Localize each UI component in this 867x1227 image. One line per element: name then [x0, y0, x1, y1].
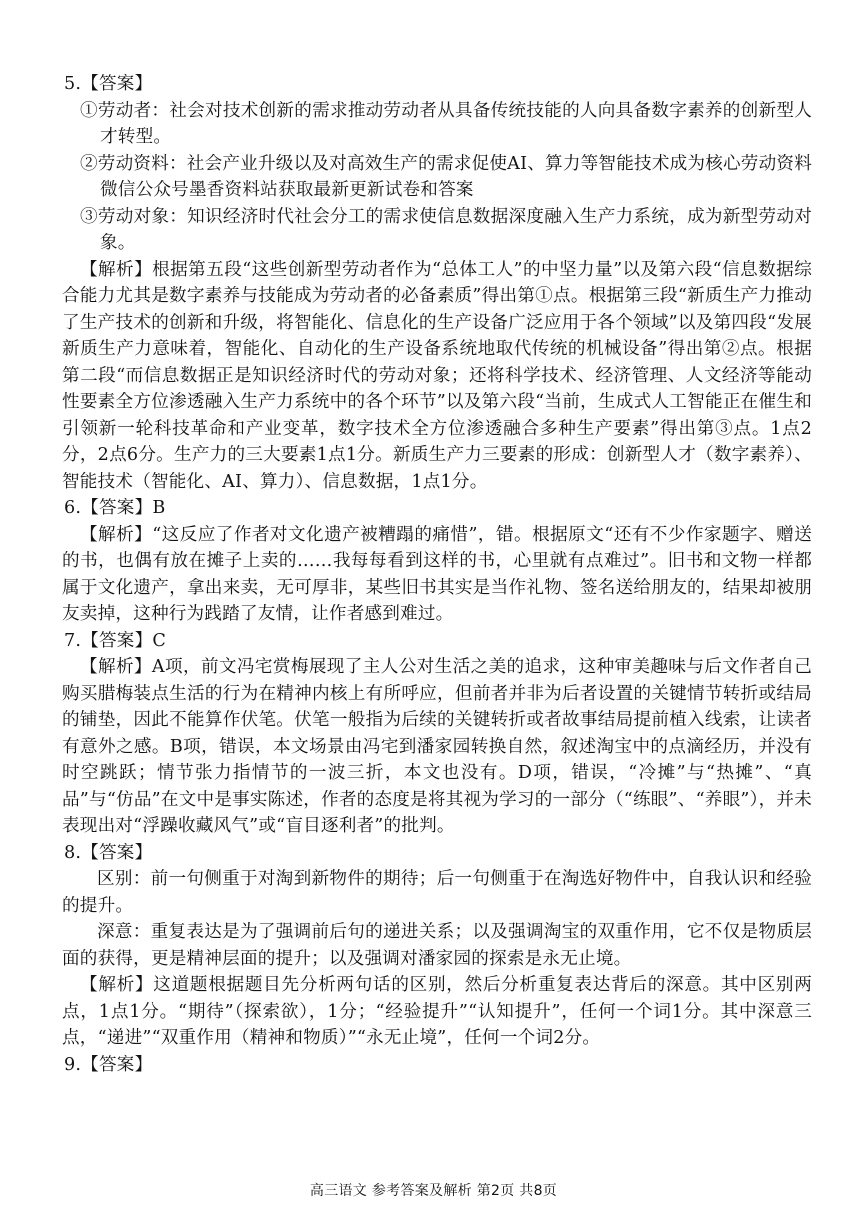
answer-content	[62, 71, 812, 1078]
q5-heading: 5.【答案】	[64, 74, 153, 94]
q5-item-1: ①劳动者：社会对技术创新的需求推动劳动者从具备传统技能的人向具备数字素养的创新型人才转型。	[80, 100, 812, 147]
q6-heading: 6.【答案】B	[64, 498, 166, 518]
q8-analysis: 【解析】这道题根据题目先分析两句话的区别，然后分析重复表达背后的深意。其中区别两点，1点1分。“期待”（探索欲），1分；“经验提升”“认知提升”，任何一个词1分。其中深意三点，“递进”“双重作用（精神和物质）”“永无止境”，任何一个词2分。	[62, 975, 812, 1048]
q9-heading: 9.【答案】	[64, 1054, 153, 1075]
q5-item-3: ③劳动对象：知识经济时代社会分工的需求使信息数据深度融入生产力系统，成为新型劳动对象。	[80, 206, 812, 253]
q8-heading: 8.【答案】	[64, 842, 153, 863]
q5-item-2: ②劳动资料：社会产业升级以及对高效生产的需求促使AI、算力等智能技术成为核心劳动资料微信公众号墨香资料站获取最新更新试卷和答案	[80, 153, 812, 200]
q8-meaning: 深意：重复表达是为了强调前后句的递进关系；以及强调淘宝的双重作用，它不仅是物质层面的获得，更是精神层面的提升；以及强调对潘家园的探索是永无止境。	[62, 922, 812, 969]
q6-analysis: 【解析】“这反应了作者对文化遗产被糟蹋的痛惜”，错。根据原文“还有不少作家题字、赠送的书，也偶有放在摊子上卖的……我每每看到这样的书，心里就有点难过”。旧书和文物一样都属于文化遗产，拿出来卖，无可厚非，某些旧书其实是当作礼物、签名送给朋友的，结果却被朋友卖掉，这种行为践踏了友情，让作者感到难过。	[62, 524, 812, 624]
q7-analysis: 【解析】A项，前文冯宅赏梅展现了主人公对生活之美的追求，这种审美趣味与后文作者自己购买腊梅装点生活的行为在精神内核上有所呼应，但前者并非为后者设置的关键情节转折或结局的铺垫，因此不能算作伏笔。伏笔一般指为后续的关键转折或者故事结局提前植入线索，让读者有意外之感。B项，错误，本文场景由冯宅到潘家园转换自然，叙述淘宝中的点滴经历，并没有时空跳跃；情节张力指情节的一波三折，本文也没有。D项，错误，“冷摊”与“热摊”、“真品”与“仿品”在文中是事实陈述，作者的态度是将其视为学习的一部分（“练眼”、“养眼”），并未表现出对“浮躁收藏风气”或“盲目逐利者”的批判。	[62, 657, 812, 836]
q5-analysis: 【解析】根据第五段“这些创新型劳动者作为“总体工人”的中坚力量”以及第六段“信息数据综合能力尤其是数字素养与技能成为劳动者的必备素质”得出第①点。根据第三段“新质生产力推动了生产技术的创新和升级，将智能化、信息化的生产设备广泛应用于各个领域”以及第四段“发展新质生产力意味着，智能化、自动化的生产设备系统地取代传统的机械设备”得出第②点。根据第二段“而信息数据正是知识经济时代的劳动对象；还将科学技术、经济管理、人文经济等能动性要素全方位渗透融入生产力系统中的各个环节”以及第六段“当前，生成式人工智能正在催生和引领新一轮科技革命和产业变革，数字技术全方位渗透融合多种生产要素”得出第③点。1点2分，2点6分。生产力的三大要素1点1分。新质生产力三要素的形成：创新型人才（数字素养）、智能技术（智能化、AI、算力）、信息数据，1点1分。	[62, 259, 812, 492]
page-footer: 高三语文 参考答案及解析 第2页 共8页	[309, 1183, 558, 1199]
q7-heading: 7.【答案】C	[64, 630, 167, 651]
q8-difference: 区别：前一句侧重于对淘到新物件的期待；后一句侧重于在淘选好物件中，自我认识和经验的提升。	[62, 869, 812, 916]
